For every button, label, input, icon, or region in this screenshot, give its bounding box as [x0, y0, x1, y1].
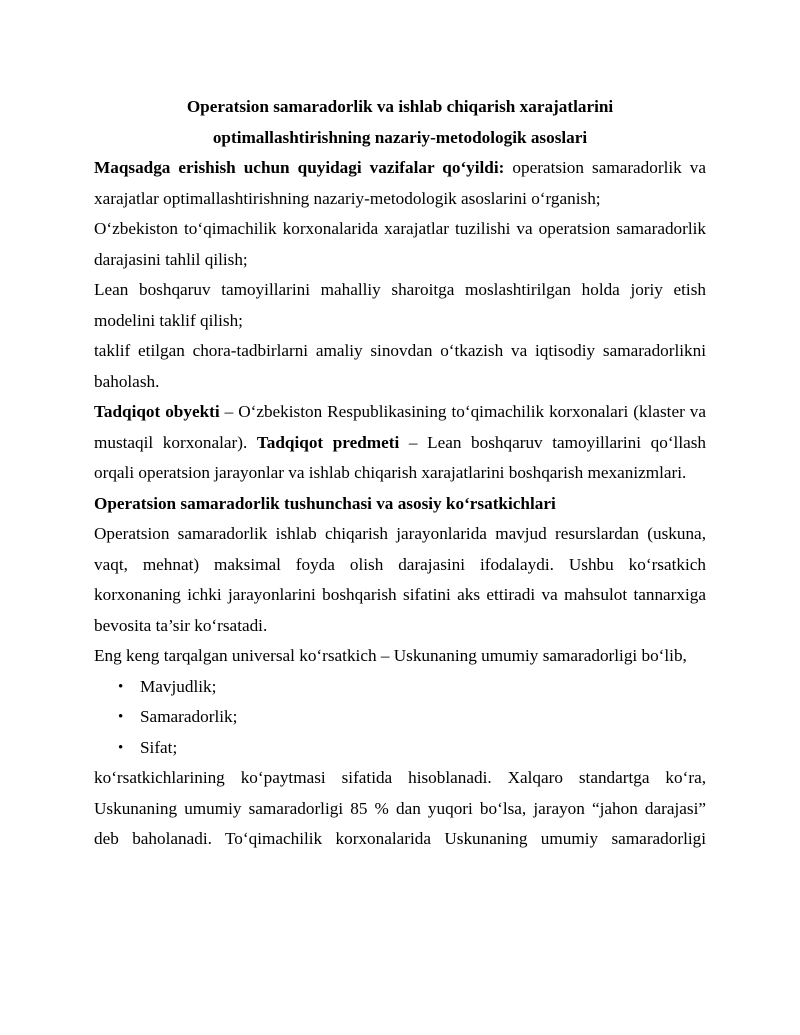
list-item-label: Sifat; — [140, 737, 178, 757]
section-paragraph-1: Operatsion samaradorlik ishlab chiqarish jarayonlarida mavjud resurslardan (uskuna, vaqt, mehnat) maksimal foyda olish darajasini ifodalaydi. Ushbu ko‘rsatkich korxonaning ichki jarayonlarini boshqarish sifatini aks ettiradi va mahsulot tannarxiga bevosita ta’sir ko‘rsatadi. — [94, 524, 706, 635]
list-item — [94, 672, 706, 703]
page-content — [94, 92, 706, 855]
section-heading-text: Operatsion samaradorlik tushunchasi va asosiy ko‘rsatkichlari — [94, 493, 556, 513]
bullet-icon: • — [118, 739, 124, 756]
research-subject-label: Tadqiqot predmeti — [256, 432, 400, 452]
bullet-icon: • — [118, 678, 124, 695]
tasks-lead-text: operatsion samaradorlik va xarajatlar optimallashtirishning nazariy-metodologik asoslarini o‘rganish; — [94, 158, 706, 208]
tasks-paragraph — [94, 153, 706, 214]
document-title — [94, 92, 706, 153]
research-object-text: – O‘zbekiston Respublikasining to‘qimachilik korxonalari (klaster va mustaqil korxonalar). — [94, 402, 706, 452]
section-paragraph-2: Eng keng tarqalgan universal ko‘rsatkich – Uskunaning umumiy samaradorligi bo‘lib, — [94, 646, 687, 665]
task-item-2: O‘zbekiston to‘qimachilik korxonalarida xarajatlar tuzilishi va operatsion samaradorlik darajasini tahlil qilish; — [94, 219, 706, 269]
list-item-label: Samaradorlik; — [140, 707, 238, 726]
title-line-2: optimallashtirishning nazariy-metodologik asoslari — [212, 127, 588, 147]
section-paragraph-3: ko‘rsatkichlarining ko‘paytmasi sifatida hisoblanadi. Xalqaro standartga ko‘ra, Uskunaning umumiy samaradorligi 85 % dan yuqori bo‘lsa, jarayon “jahon darajasi” deb baholanadi. To‘qimachilik korxonalarida Uskunaning umumiy samaradorligi — [94, 768, 706, 848]
tasks-lead-bold: Maqsadga erishish uchun quyidagi vazifalar qo‘yildi: — [94, 158, 505, 177]
research-subject-text: – Lean boshqaruv tamoyillarini qo‘llash orqali operatsion jarayonlar va ishlab chiqarish xarajatlarini boshqarish mexanizmlari. — [94, 432, 707, 482]
research-paragraph — [94, 397, 706, 489]
list-item — [94, 702, 706, 733]
bullet-icon: • — [118, 709, 124, 725]
task-item-3: Lean boshqaruv tamoyillarini mahalliy sharoitga moslashtirilgan holda joriy etish modelini taklif qilish; — [94, 280, 706, 330]
title-line-1: Operatsion samaradorlik va ishlab chiqarish xarajatlarini — [186, 97, 614, 116]
task-item-4: taklif etilgan chora-tadbirlarni amaliy sinovdan o‘tkazish va iqtisodiy samaradorlikni baholash. — [94, 341, 706, 391]
indicator-list — [94, 672, 706, 764]
section-heading — [94, 489, 706, 520]
research-object-label: Tadqiqot obyekti — [94, 402, 220, 421]
list-item — [94, 733, 706, 764]
list-item-label: Mavjudlik; — [140, 676, 217, 696]
